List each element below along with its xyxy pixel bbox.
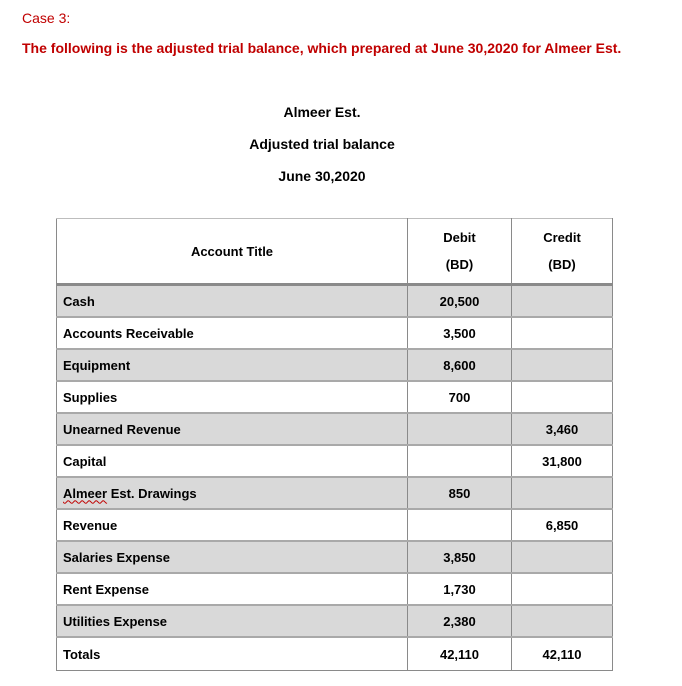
credit-cell: 31,800 — [512, 445, 613, 477]
debit-header — [408, 219, 512, 285]
debit-cell — [408, 413, 512, 445]
table-row — [57, 317, 613, 349]
intro-text: The following is the adjusted trial balance, which prepared at June 30,2020 for Almeer Est. — [22, 40, 622, 56]
credit-cell: 6,850 — [512, 509, 613, 541]
debit-cell: 3,500 — [408, 317, 512, 349]
table-row — [57, 349, 613, 381]
table-row — [57, 381, 613, 413]
report-subtitle: Adjusted trial balance — [249, 136, 395, 152]
account-title-label: Account Title — [190, 243, 274, 259]
credit-header — [512, 219, 613, 285]
debit-cell: 850 — [408, 477, 512, 509]
credit-cell — [512, 285, 613, 318]
account-cell — [57, 477, 408, 509]
account-cell: Supplies — [57, 381, 408, 413]
debit-cell: 8,600 — [408, 349, 512, 381]
company-name: Almeer Est. — [283, 104, 361, 120]
account-cell: Capital — [57, 445, 408, 477]
debit-cell — [408, 445, 512, 477]
account-cell: Unearned Revenue — [57, 413, 408, 445]
credit-cell — [512, 573, 613, 605]
credit-cell — [512, 381, 613, 413]
account-cell: Revenue — [57, 509, 408, 541]
debit-cell: 700 — [408, 381, 512, 413]
account-cell: Rent Expense — [57, 573, 408, 605]
case-title: Case 3: — [22, 10, 71, 26]
report-date: June 30,2020 — [278, 168, 366, 184]
credit-total: 42,110 — [512, 637, 613, 671]
debit-cell: 1,730 — [408, 573, 512, 605]
debit-total: 42,110 — [408, 637, 512, 671]
credit-unit: (BD) — [548, 257, 576, 272]
debit-cell — [408, 509, 512, 541]
debit-cell: 3,850 — [408, 541, 512, 573]
account-cell: Equipment — [57, 349, 408, 381]
table-row — [57, 285, 613, 318]
account-title-header — [57, 219, 408, 285]
credit-cell — [512, 477, 613, 509]
credit-cell — [512, 349, 613, 381]
account-cell-rest: Est. Drawings — [107, 485, 197, 501]
credit-cell: 3,460 — [512, 413, 613, 445]
credit-cell — [512, 605, 613, 637]
debit-label: Debit — [443, 230, 476, 245]
table-row — [57, 509, 613, 541]
account-cell: Utilities Expense — [57, 605, 408, 637]
account-cell: Salaries Expense — [57, 541, 408, 573]
table-row — [57, 477, 613, 509]
table-header-row — [57, 219, 613, 285]
credit-cell — [512, 541, 613, 573]
spellcheck-word: Almeer — [63, 485, 108, 501]
totals-row — [57, 637, 613, 671]
table-row — [57, 541, 613, 573]
account-cell: Cash — [57, 285, 408, 318]
debit-unit: (BD) — [445, 257, 474, 272]
table-row — [57, 413, 613, 445]
credit-cell — [512, 317, 613, 349]
table-row — [57, 573, 613, 605]
table-row — [57, 445, 613, 477]
account-cell: Accounts Receivable — [57, 317, 408, 349]
table-row — [57, 605, 613, 637]
debit-cell: 20,500 — [408, 285, 512, 318]
totals-label: Totals — [57, 637, 408, 671]
trial-balance-table — [56, 218, 613, 671]
credit-label: Credit — [543, 230, 581, 245]
debit-cell: 2,380 — [408, 605, 512, 637]
